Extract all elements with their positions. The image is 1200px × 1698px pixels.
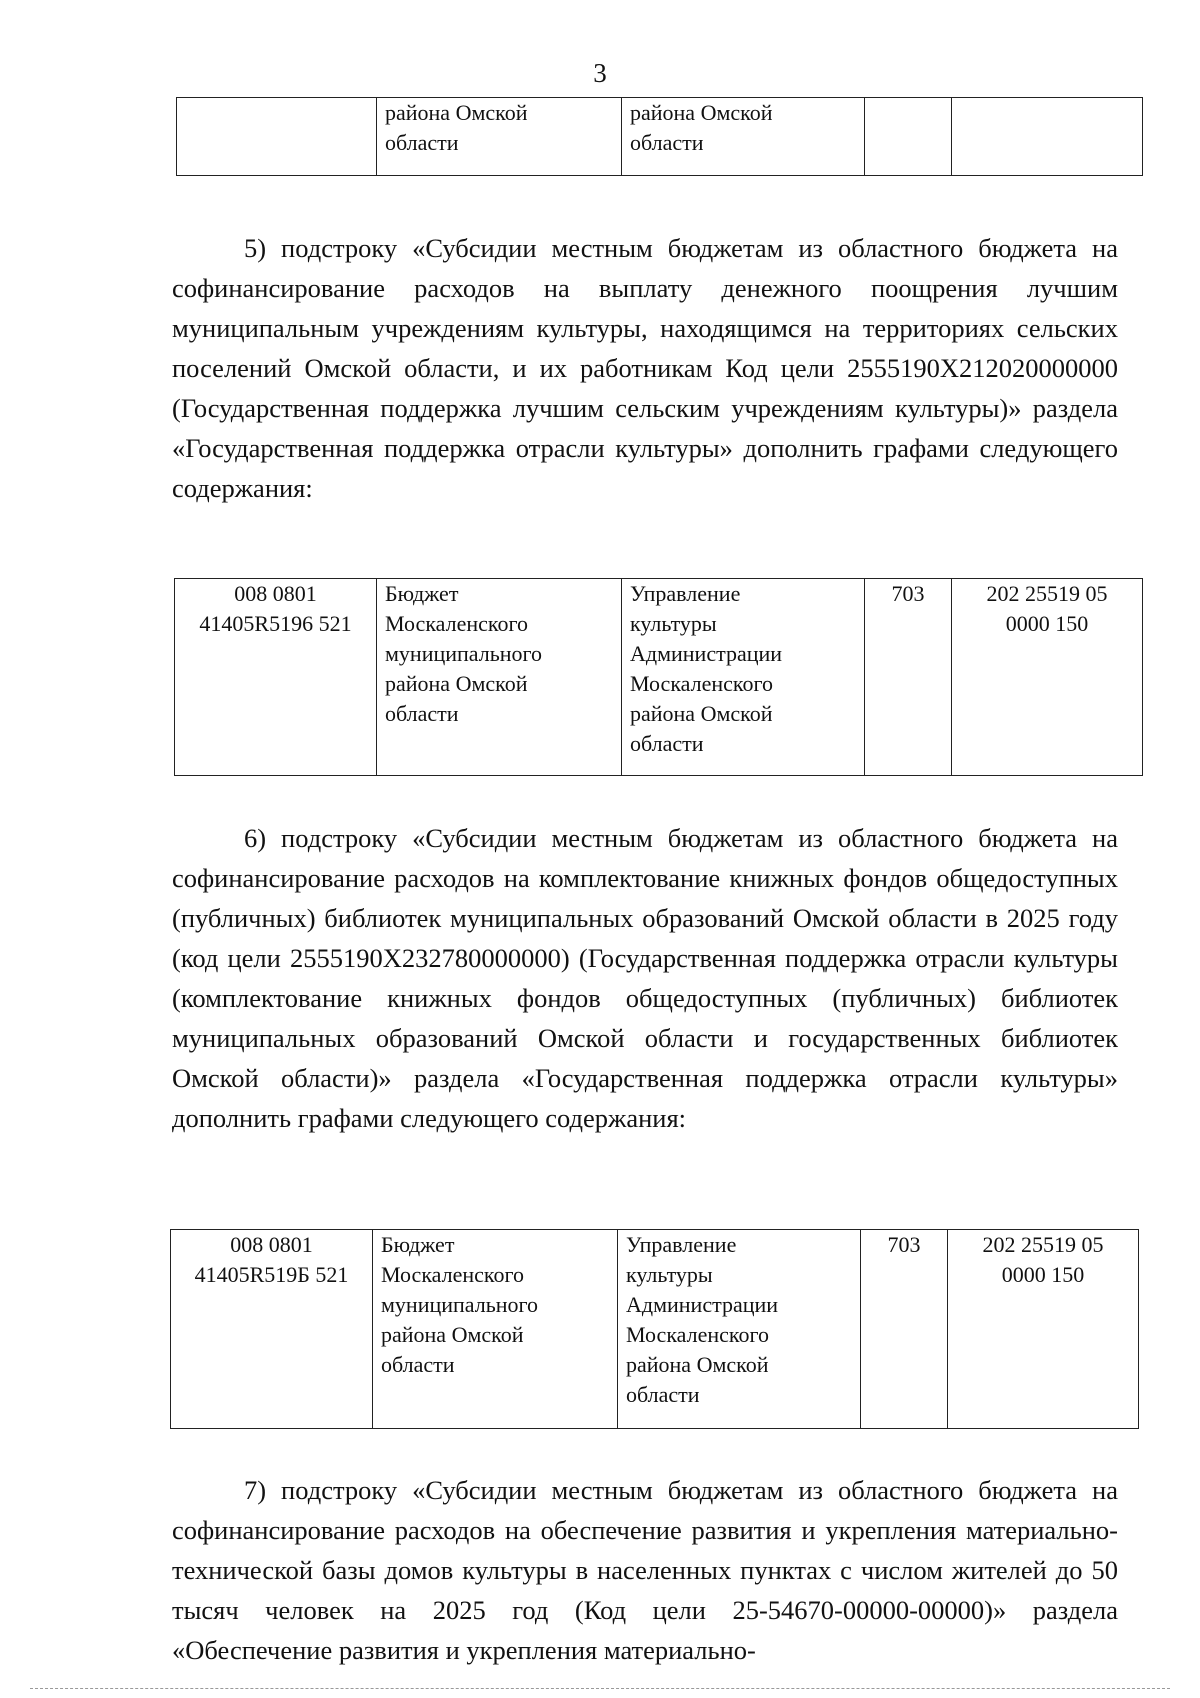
table-cell-gl-code	[865, 98, 952, 176]
table-item-6	[170, 1229, 1139, 1429]
table-cell-gl-code: 703	[861, 1230, 948, 1429]
table-cell-revenue-code: 202 25519 05 0000 150	[952, 579, 1143, 776]
table-row	[175, 579, 1143, 776]
table-row	[177, 98, 1143, 176]
table-cell-budget: Бюджет Москаленского муниципального района Омской области	[373, 1230, 618, 1429]
table-cell-administrator: Управление культуры Администрации Москаленского района Омской области	[622, 579, 865, 776]
table-cell-administrator: Управление культуры Администрации Москаленского района Омской области	[618, 1230, 861, 1429]
table-cell-gl-code: 703	[865, 579, 952, 776]
table-item-5	[174, 578, 1143, 776]
table-cell-code	[177, 98, 377, 176]
table-cell-budget: района Омской области	[377, 98, 622, 176]
table-cell-code: 008 0801 41405R519Б 521	[171, 1230, 373, 1429]
table-cell-administrator: района Омской области	[622, 98, 865, 176]
table-row	[171, 1230, 1139, 1429]
scan-edge-line	[30, 1688, 1170, 1689]
table-cell-code: 008 0801 41405R5196 521	[175, 579, 377, 776]
table-cell-revenue-code: 202 25519 05 0000 150	[948, 1230, 1139, 1429]
page-number: 3	[593, 58, 607, 88]
table-continuation	[176, 97, 1143, 176]
table-cell-revenue-code	[952, 98, 1143, 176]
paragraph-6: 6) подстроку «Субсидии местным бюджетам из областного бюджета на софинансирование расходов на комплектование книжных фондов общедоступных (публичных) библиотек муниципальных образований Омской области в 2025 году (код цели 2555190Х232780000000) (Государственная поддержка отрасли культуры (комплектование книжных фондов общедоступных (публичных) библиотек муниципальных образований Омской области и государственных библиотек Омской области)» раздела «Государственная поддержка отрасли культуры» дополнить графами следующего содержания:	[172, 823, 1118, 1133]
table-cell-budget: Бюджет Москаленского муниципального района Омской области	[377, 579, 622, 776]
paragraph-7: 7) подстроку «Субсидии местным бюджетам из областного бюджета на софинансирование расходов на обеспечение развития и укрепления материально-технической базы домов культуры в населенных пунктах с числом жителей до 50 тысяч человек на 2025 год (Код цели 25-54670-00000-00000)» раздела «Обеспечение развития и укрепления материально-	[172, 1475, 1118, 1665]
paragraph-5: 5) подстроку «Субсидии местным бюджетам из областного бюджета на софинансирование расходов на выплату денежного поощрения лучшим муниципальным учреждениям культуры, находящимся на территориях сельских поселений Омской области, и их работникам Код цели 2555190Х212020000000 (Государственная поддержка лучшим сельским учреждениям культуры)» раздела «Государственная поддержка отрасли культуры» дополнить графами следующего содержания:	[172, 233, 1118, 503]
